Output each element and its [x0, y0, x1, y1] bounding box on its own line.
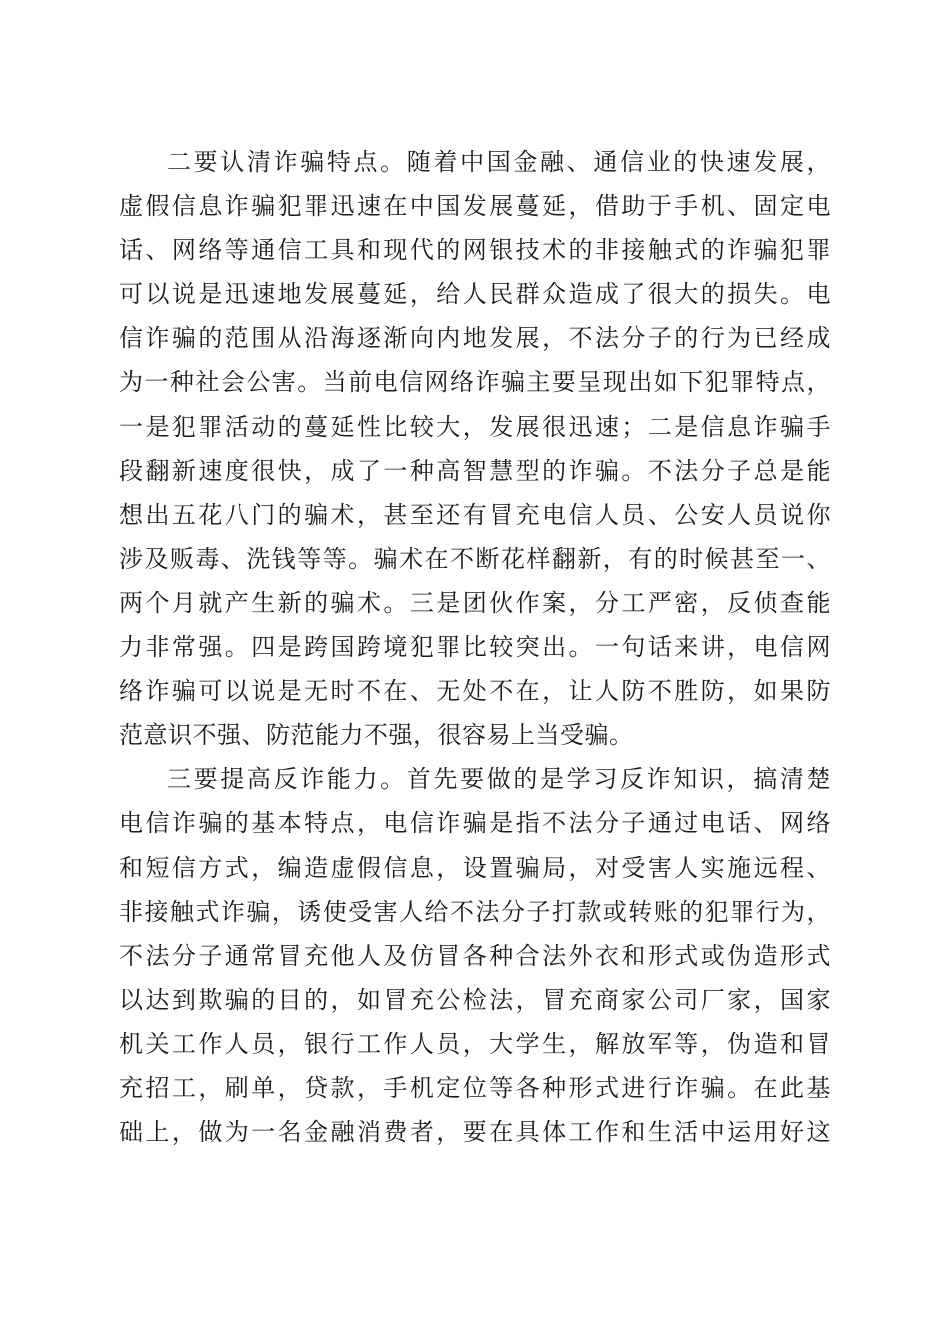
- paragraph-improve-anti-fraud-ability: [119, 757, 831, 1154]
- paragraph-line: 二要认清诈骗特点。随着中国金融、通信业的快速发展，: [167, 148, 831, 176]
- paragraph-line: 涉及贩毒、洗钱等等。骗术在不断花样翻新，有的时候甚至一、: [119, 544, 831, 573]
- paragraph-line: 力非常强。四是跨国跨境犯罪比较突出。一句话来讲，电信网: [119, 633, 831, 662]
- paragraph-line: 络诈骗可以说是无时不在、无处不在，让人防不胜防，如果防: [119, 677, 831, 706]
- paragraph-recognize-fraud-features: [119, 140, 831, 757]
- paragraph-line: 段翻新速度很快，成了一种高智慧型的诈骗。不法分子总是能: [119, 456, 831, 485]
- paragraph-line: 话、网络等通信工具和现代的网银技术的非接触式的诈骗犯罪: [119, 236, 831, 265]
- paragraph-line: 信诈骗的范围从沿海逐渐向内地发展，不法分子的行为已经成: [119, 324, 831, 353]
- paragraph-line: 两个月就产生新的骗术。三是团伙作案，分工严密，反侦查能: [119, 588, 831, 617]
- document-body: [119, 140, 831, 1154]
- paragraph-line: 三要提高反诈能力。首先要做的是学习反诈知识，搞清楚: [167, 765, 831, 794]
- paragraph-line: 充招工，刷单，贷款，手机定位等各种形式进行诈骗。在此基: [119, 1073, 831, 1102]
- paragraph-line: 础上，做为一名金融消费者，要在具体工作和生活中运用好这: [119, 1118, 831, 1147]
- paragraph-line: 范意识不强、防范能力不强，很容易上当受骗。: [119, 721, 634, 750]
- paragraph-line: 一是犯罪活动的蔓延性比较大，发展很迅速；二是信息诈骗手: [119, 412, 831, 441]
- paragraph-line: 和短信方式，编造虚假信息，设置骗局，对受害人实施远程、: [119, 853, 831, 882]
- paragraph-line: 可以说是迅速地发展蔓延，给人民群众造成了很大的损失。电: [119, 280, 831, 309]
- paragraph-line: 为一种社会公害。当前电信网络诈骗主要呈现出如下犯罪特点，: [119, 368, 831, 397]
- paragraph-line: 虚假信息诈骗犯罪迅速在中国发展蔓延，借助于手机、固定电: [119, 192, 831, 221]
- paragraph-line: 机关工作人员，银行工作人员，大学生，解放军等，伪造和冒: [119, 1029, 831, 1058]
- paragraph-line: 不法分子通常冒充他人及仿冒各种合法外衣和形式或伪造形式: [119, 941, 831, 970]
- paragraph-line: 电信诈骗的基本特点，电信诈骗是指不法分子通过电话、网络: [119, 809, 831, 838]
- paragraph-line: 以达到欺骗的目的，如冒充公检法，冒充商家公司厂家，国家: [119, 985, 831, 1014]
- paragraph-line: 非接触式诈骗，诱使受害人给不法分子打款或转账的犯罪行为，: [119, 897, 831, 926]
- paragraph-line: 想出五花八门的骗术，甚至还有冒充电信人员、公安人员说你: [119, 500, 831, 529]
